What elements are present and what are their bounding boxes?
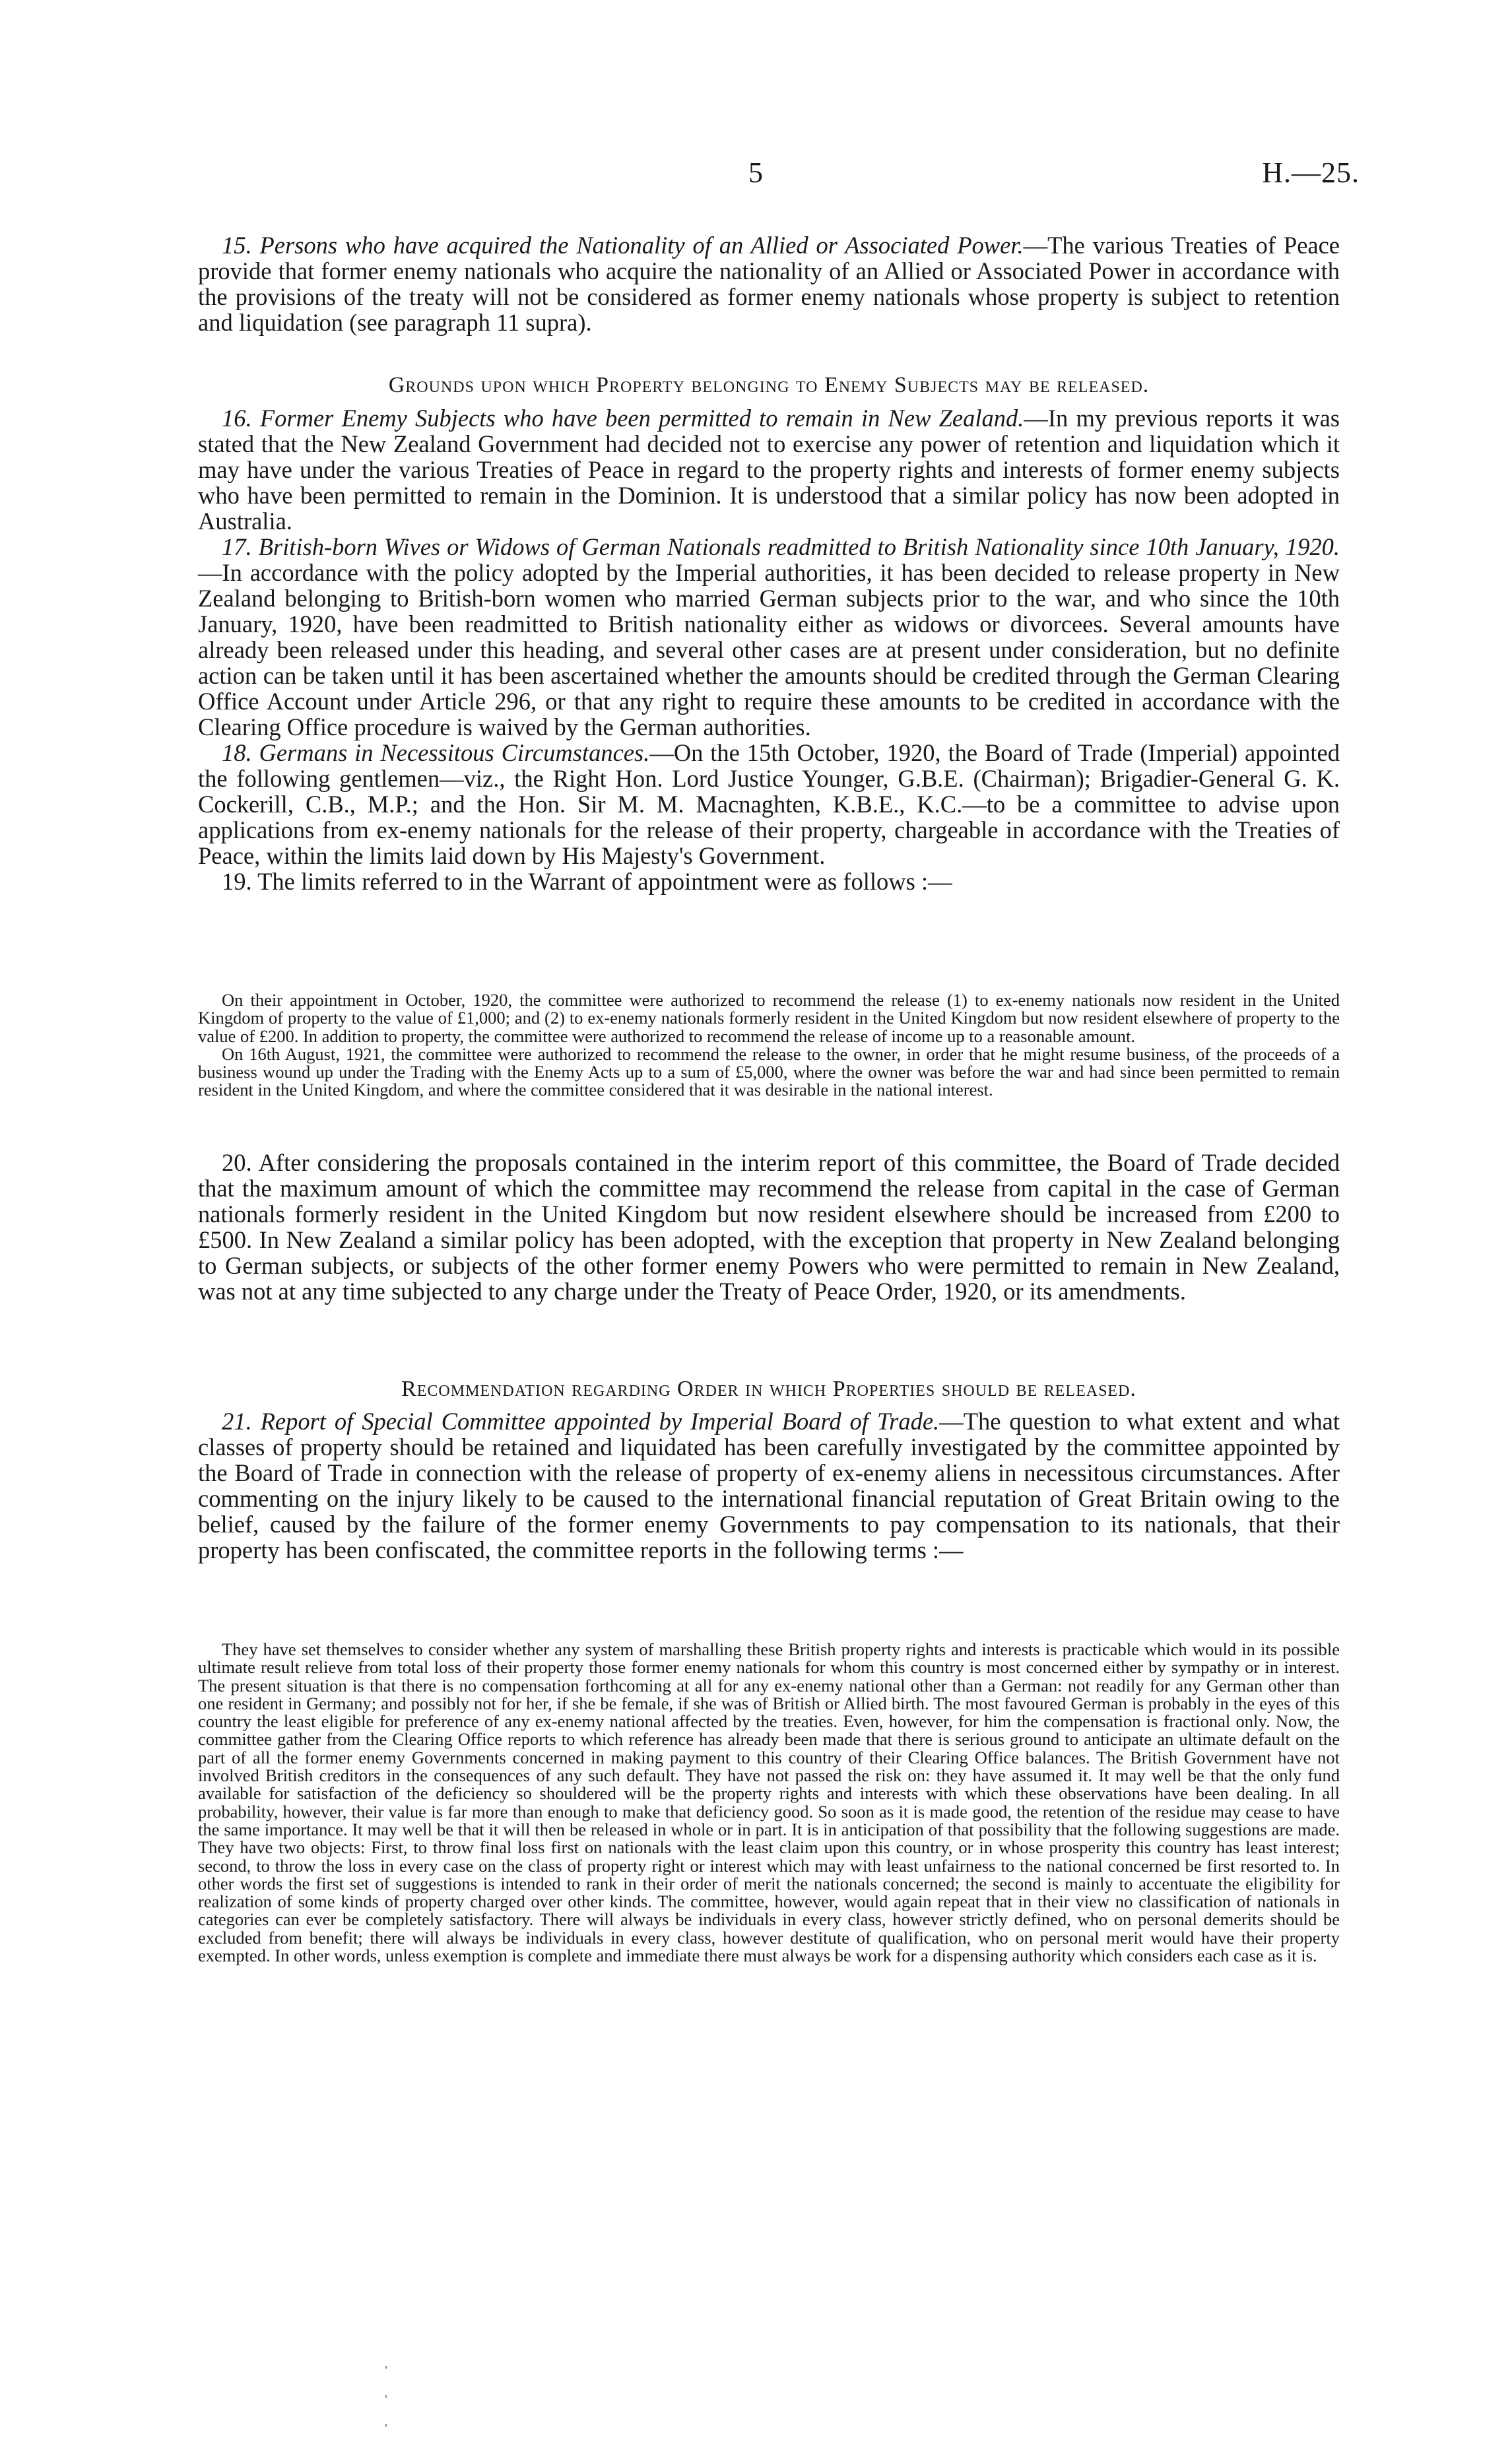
scan-artifact-dots: [385, 2366, 388, 2452]
quote-paragraph: On their appointment in October, 1920, the committee were authorized to recommend the release (1) to ex-enemy nationals now resident in the United Kingdom of property to the value of £1,000; and (2) to ex-enemy nationals formerly resident in the United Kingdom but now resident elsewhere of property to the value of £200. In addition to property, the committee were authorized to recommend the release of income up to a reasonable amount.: [198, 990, 1340, 1046]
paragraphs-16-19: [198, 405, 1340, 894]
paragraph-15: [198, 232, 1340, 335]
quoted-committee-report: [198, 1641, 1340, 1965]
paragraph-title: 16. Former Enemy Subjects who have been permitted to remain in New Zealand.: [222, 405, 1024, 432]
paragraph-text: 20. After considering the proposals contained in the interim report of this committee, the Board of Trade decided that the maximum amount of which the committee may recommend the release from capital in the case of German nationals formerly resident in the United Kingdom but now resident elsewhere should be increased from £200 to £500. In New Zealand a similar policy has been adopted, with the exception that property in New Zealand belonging to German subjects, or subjects of the other former enemy Powers who were permitted to remain in New Zealand, was not at any time subjected to any charge under the Treaty of Peace Order, 1920, or its amendments.: [198, 1149, 1340, 1305]
paragraph-text: 19. The limits referred to in the Warrant of appointment were as follows :—: [222, 868, 952, 895]
quoted-limits: [198, 991, 1340, 1100]
paragraph-title: 15. Persons who have acquired the Nationality of an Allied or Associated Power.: [222, 232, 1024, 259]
paragraph-text: —On the 15th October, 1920, the Board of Trade (Imperial) appointed the following gentlemen—viz., the Right Hon. Lord Justice Younger, G.B.E. (Chairman); Brigadier-General G. K. Cockerill, C.B., M.P.; and the Hon. Sir M. M. Macnaghten, K.B.E., K.C.—to be a committee to advise upon applications from ex-enemy nationals for the release of their property, chargeable in accordance with the Treaties of Peace, within the limits laid down by His Majesty's Government.: [198, 739, 1340, 869]
paragraph-text: —The various Treaties of Peace provide that former enemy nationals who acquire the nationality of an Allied or Associated Power in accordance with the provisions of the treaty will not be considered as former enemy nationals whose property is subject to retention and liquidation (see paragraph 11 supra).: [198, 232, 1340, 336]
section-heading-grounds: Grounds upon which Property belonging to Enemy Subjects may be released.: [388, 373, 1150, 397]
paragraph-text: —The question to what extent and what classes of property should be retained and liquidated has been carefully investigated by the committee appointed by the Board of Trade in connection with the release of property of ex-enemy aliens in necessitous circumstances. After commenting on the injury likely to be caused to the international financial reputation of Great Britain owing to the belief, caused by the failure of the former enemy Governments to pay compensation to its nationals, that their property has been confiscated, the committee reports in the following terms :—: [198, 1408, 1340, 1563]
paragraph-21: [198, 1408, 1340, 1563]
paragraph-title: 17. British-born Wives or Widows of German Nationals readmitted to British Nationality since 10th January, 1920.: [222, 533, 1340, 560]
paragraph-title: 18. Germans in Necessitous Circumstances.: [222, 739, 650, 766]
paragraph-16: [198, 405, 1340, 534]
document-code: H.—25.: [1262, 156, 1360, 189]
paragraph-20: [198, 1150, 1340, 1304]
paragraph-18: [198, 740, 1340, 869]
quote-paragraph: On 16th August, 1921, the committee were authorized to recommend the release to the owner, in order that he might resume business, of the proceeds of a business wound up under the Trading with the Enemy Acts up to a sum of £5,000, where the owner was before the war and had since been permitted to remain resident in the United Kingdom, and where the committee considered that it was desirable in the national interest.: [198, 1043, 1340, 1100]
paragraph-text: —In my previous reports it was stated that the New Zealand Government had decided not to exercise any power of retention and liquidation which it may have under the various Treaties of Peace in regard to the property rights and interests of former enemy subjects who have been permitted to remain in the Dominion. It is understood that a similar policy has now been adopted in Australia.: [198, 405, 1340, 535]
paragraph-19: [198, 869, 1340, 894]
paragraph-17: [198, 534, 1340, 740]
page-number: 5: [748, 156, 763, 189]
section-heading-recommendation: Recommendation regarding Order in which Properties should be released.: [401, 1377, 1136, 1401]
quote-paragraph: They have set themselves to consider whether any system of marshalling these British property rights and interests is practicable which would in its possible ultimate result relieve from total loss of their property those former enemy nationals for whom this country is most concerned either by sympathy or in interest. The present situation is that there is no compensation forthcoming at all for any ex-enemy national other than a German: not readily for any German other than one resident in Germany; and possibly not for her, if she be female, if she was of British or Allied birth. The most favoured German is probably in the eyes of this country the least eligible for preference of any ex-enemy national affected by the treaties. Even, however, for him the compensation is fractional only. Now, the committee gather from the Clearing Office reports to which reference has already been made that there is serious ground to anticipate an ultimate default on the part of all the former enemy Governments concerned in making payment to this country of their Clearing Office balances. The British Government have not involved British creditors in the consequences of any such default. They have not passed the risk on: they have assumed it. It may well be that the only fund available for satisfaction of the deficiency so shouldered will be the property rights and interests with which these observations have been dealing. In all probability, however, their value is far more than enough to make that deficiency good. So soon as it is made good, the retention of the residue may cease to have the same importance. It may well be that it will then be released in whole or in part. It is in anticipation of that possibility that the following suggestions are made. They have two objects: First, to throw final loss first on nationals with the least claim upon this country, or in whose prosperity this country has least interest; second, to throw the loss in every case on the class of property right or interest which may with least unfairness to the national concerned be first resorted to. In other words the first set of suggestions is intended to rank in their order of merit the nationals concerned; the second is mainly to accentuate the eligibility for realization of some kinds of property charged over other kinds. The committee, however, would again repeat that in their view no classification of nationals in categories can ever be completely satisfactory. There will always be individuals in every class, however strictly defined, who on personal demerits should be excluded from benefit; there will always be individuals in every class, however destitute of qualification, who on personal merit would have their property exempted. In other words, unless exemption is complete and immediate there must always be work for a dispensing authority which considers each case as it is.: [198, 1639, 1340, 1966]
paragraph-text: —In accordance with the policy adopted by the Imperial authorities, it has been decided to release property in New Zealand belonging to British-born women who married German subjects prior to the war, and who since the 10th January, 1920, have been readmitted to British nationality either as widows or divorcees. Several amounts have already been released under this heading, and several other cases are at present under consideration, but no definite action can be taken until it has been ascertained whether the amounts should be credited through the German Clearing Office Account under Article 296, or that any right to require these amounts to be credited in accordance with the Clearing Office procedure is waived by the German authorities.: [198, 559, 1340, 740]
paragraph-title: 21. Report of Special Committee appointed by Imperial Board of Trade.: [222, 1408, 940, 1435]
